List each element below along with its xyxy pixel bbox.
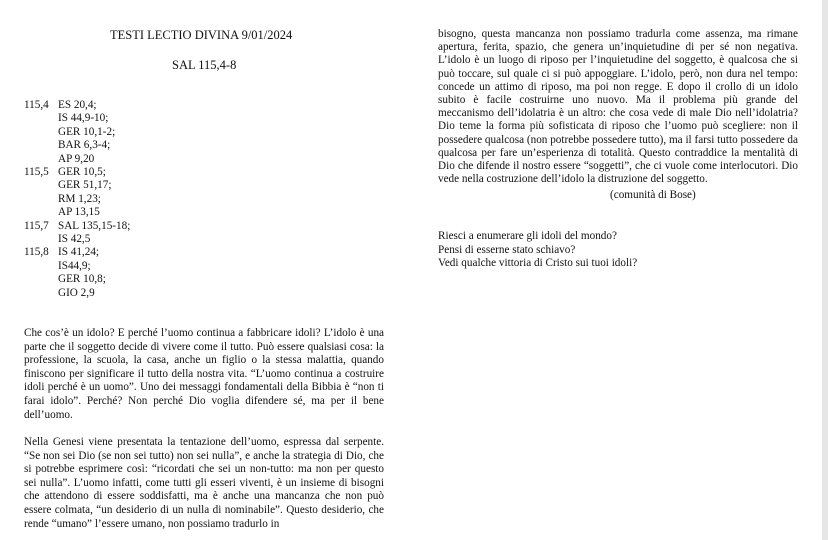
reflection-questions bbox=[438, 230, 637, 271]
verse-number: 115,7 bbox=[24, 219, 49, 232]
verse-number bbox=[24, 206, 58, 219]
verse-number: 115,4 bbox=[24, 99, 49, 111]
reference-row bbox=[24, 260, 130, 273]
reference-row bbox=[24, 99, 130, 112]
verse-number bbox=[24, 153, 58, 166]
verse-number bbox=[24, 193, 58, 206]
reference-row bbox=[24, 220, 130, 233]
reference-text: GER 51,17; bbox=[58, 179, 112, 192]
question-item: Riesci a enumerare gli idoli del mondo? bbox=[438, 230, 617, 242]
reference-row bbox=[24, 206, 130, 219]
verse-number bbox=[24, 287, 58, 300]
reference-text: BAR 6,3-4; bbox=[58, 139, 111, 152]
body-paragraph-continued: bisogno, questa mancanza non possiamo tradurla come assenza, ma rimane apertura, ferita, spazio, che genera un’inquietudine di per sé non negativa. L’idolo è un luogo di riposo per l’inquietudine del soggetto, è qualcosa che si può toccare, sul quale ci si può appoggiare. L’idolo, però, non dura nel tempo: concede un attimo di riposo, ma poi non regge. E dopo il crollo di un idolo subito è facile costruirne uno nuovo. Ma il problema più grande del meccanismo dell’idolatria è un altro: che cosa vede di male Dio nell’idolatria? Dio teme la forma più sofisticata di riposo che l’uomo può scegliere: non il possedere qualcosa (non potrebbe possedere tutto), ma il farsi tutto possedere da qualcosa per fare un’esperienza di totalità. Questo contraddice la mentalità di Dio che difende il nostro essere “soggetti”, che ci vuole come interlocutori. Dio vede nella costruzione dell’idolo la distruzione del soggetto. bbox=[438, 28, 798, 186]
reference-text: ES 20,4; bbox=[58, 99, 97, 111]
reference-row bbox=[24, 193, 130, 206]
verse-number bbox=[24, 126, 58, 139]
reference-row bbox=[24, 112, 130, 125]
verse-number: 115,5 bbox=[24, 166, 49, 179]
reference-text: IS44,9; bbox=[58, 259, 91, 272]
reference-row bbox=[24, 287, 130, 300]
verse-number bbox=[24, 273, 58, 286]
verse-number bbox=[24, 112, 58, 125]
document-title: TESTI LECTIO DIVINA 9/01/2024 bbox=[110, 28, 293, 42]
verse-number bbox=[24, 260, 58, 273]
reference-row bbox=[24, 246, 130, 259]
reference-text: IS 44,9-10; bbox=[58, 112, 109, 125]
reference-row bbox=[24, 179, 130, 192]
body-paragraph-genesi: Nella Genesi viene presentata la tentazione dell’uomo, espressa dal serpente. “Se non sei Dio (se non sei tutto) non sei nulla”, e anche la strategia di Dio, che si potrebbe esprimere così: “ricordati che sei un non-tutto: ma non per questo sei nulla”. L’uomo infatti, come tutti gli esseri viventi, è un insieme di bisogni che attendono di essere soddisfatti, ma è anche una mancanza che non può essere colmata, “un desiderio di un nulla di nominabile”. Questo desiderio, che rende “umano” l’essere umano, non possiamo tradurlo in bbox=[24, 436, 384, 530]
reference-text: RM 1,23; bbox=[58, 192, 101, 205]
reference-text: IS 41,24; bbox=[58, 246, 100, 259]
question-item: Pensi di esserne stato schiavo? bbox=[438, 243, 576, 256]
reference-row bbox=[24, 273, 130, 286]
verse-number bbox=[24, 179, 58, 192]
reference-row bbox=[24, 126, 130, 139]
reference-text: AP 9,20 bbox=[58, 152, 95, 165]
reference-row bbox=[24, 139, 130, 152]
reference-row bbox=[24, 153, 130, 166]
question-item: Vedi qualche vittoria di Cristo sui tuoi idoli? bbox=[438, 257, 638, 270]
verse-number: 115,8 bbox=[24, 246, 49, 259]
reference-text: SAL 135,15-18; bbox=[58, 219, 131, 232]
reference-row bbox=[24, 233, 130, 246]
reference-text: AP 13,15 bbox=[58, 206, 100, 219]
reference-text: GER 10,5; bbox=[58, 166, 106, 179]
reference-text: GER 10,1-2; bbox=[58, 125, 116, 138]
body-paragraph-idolo: Che cos’è un idolo? E perché l’uomo continua a fabbricare idoli? L’idolo è una parte che il soggetto decide di vivere come il tutto. Può essere qualsiasi cosa: la professione, la scuola, la casa, anche un figlio o la stessa malattia, quando finiscono per significare il tutto della nostra vita. “L’uomo continua a costruire idoli perché è un uomo”. Uno dei messaggi fondamentali della Bibbia è “non ti farai idolo”. Perché? Non perché Dio voglia difendere sé, ma per il bene dell’uomo. bbox=[24, 327, 384, 421]
reference-row bbox=[24, 166, 130, 179]
verse-number bbox=[24, 139, 58, 152]
verse-number bbox=[24, 233, 58, 246]
window-edge bbox=[822, 0, 828, 540]
source-credit: (comunità di Bose) bbox=[610, 189, 696, 201]
reference-text: IS 42,5 bbox=[58, 233, 91, 246]
psalm-reference: SAL 115,4-8 bbox=[172, 58, 237, 72]
cross-references bbox=[24, 99, 130, 300]
reference-text: GIO 2,9 bbox=[58, 286, 95, 299]
reference-text: GER 10,8; bbox=[58, 273, 106, 286]
